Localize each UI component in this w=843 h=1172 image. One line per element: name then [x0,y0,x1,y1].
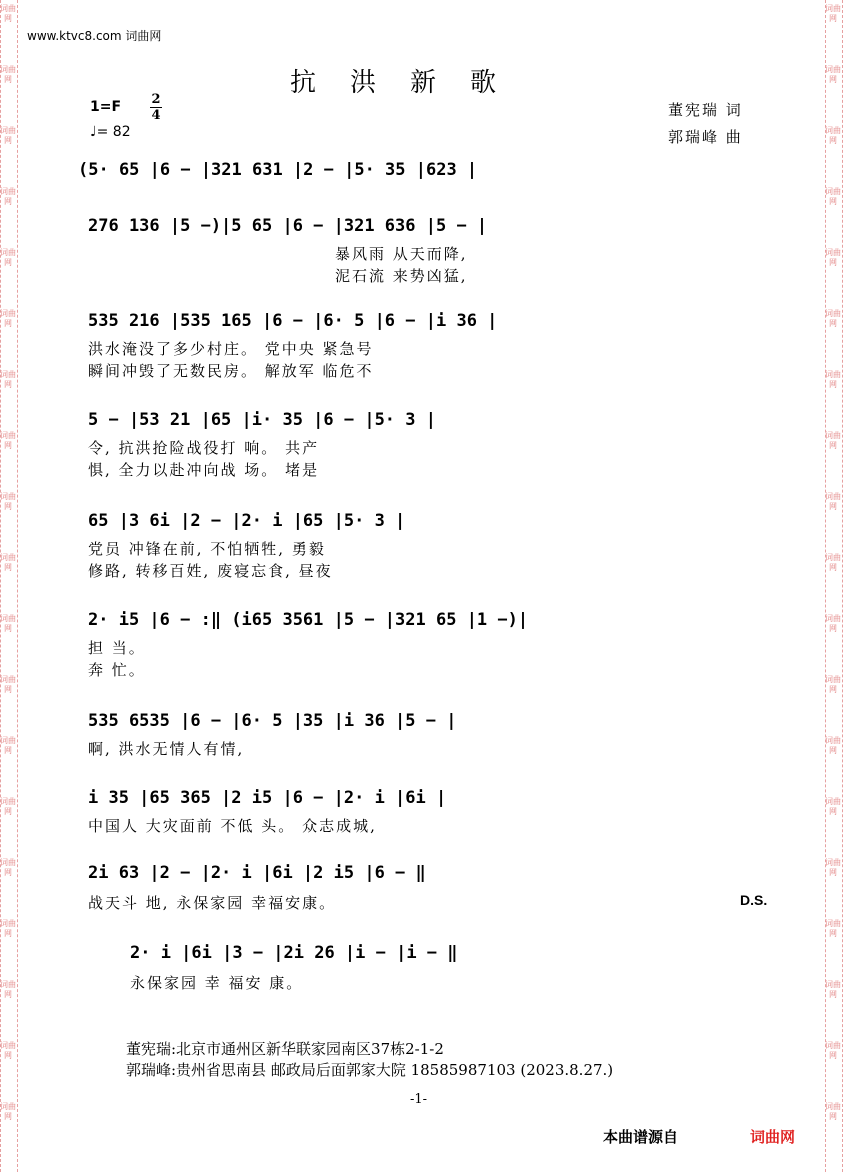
lyric-verse-2: 泥石流 来势凶猛, [335,267,468,285]
watermark-text: 词曲网 [0,309,16,328]
lyric-verse-1: 暴风雨 从天而降, [335,245,468,263]
lyric-verse-1: 啊, 洪水无情人有情, [88,740,245,758]
lyric-verse-1: 党员 冲锋在前, 不怕牺牲, 勇毅 [88,540,326,558]
watermark-text: 词曲网 [825,858,841,877]
source-brand-link[interactable]: 词曲网 [750,1128,796,1146]
lyric-verse-2: 瞬间冲毁了无数民房。 解放军 临危不 [88,362,374,380]
notation-text: 535 216 |535 165 |6 − |6· 5 |6 − |i 36 | [88,311,498,331]
watermark-text: 词曲网 [825,553,841,572]
watermark-text: 词曲网 [0,614,16,633]
tempo-marking: ♩= 82 [90,124,131,140]
watermark-text: 词曲网 [0,187,16,206]
lyric-verse-1: 担 当。 [88,639,146,657]
watermark-text: 词曲网 [0,858,16,877]
watermark-text: 词曲网 [0,248,16,267]
lyric-verse-2: 修路, 转移百姓, 废寝忘食, 昼夜 [88,562,333,580]
source-label: 本曲谱源自 [603,1128,679,1146]
meter-top: 2 [151,92,161,107]
notation-text: 276 136 |5 −)|5 65 |6 − |321 636 |5 − | [88,216,488,236]
lyric-verse-1: 战天斗 地, 永保家园 幸福安康。 [88,894,337,912]
watermark-text: 词曲网 [0,431,16,450]
watermark-text: 词曲网 [0,797,16,816]
watermark-text: 词曲网 [0,370,16,389]
watermark-text: 词曲网 [825,797,841,816]
watermark-text: 词曲网 [825,736,841,755]
key-signature: 1=F [90,99,122,115]
composer-credit: 郭瑞峰 曲 [668,128,743,146]
notation-text: 5 − |53 21 |65 |i· 35 |6 − |5· 3 | [88,410,436,430]
staff-row [0,405,843,479]
watermark-text: 词曲网 [825,65,841,84]
watermark-text: 词曲网 [825,614,841,633]
notation-text: 2i 63 |2 − |2· i |6i |2 i5 |6 − ‖ [88,863,426,883]
watermark-text: 词曲网 [825,309,841,328]
watermark-text: 词曲网 [825,919,841,938]
footer-address-lyricist: 董宪瑞:北京市通州区新华联家园南区37栋2-1-2 [126,1040,444,1058]
notation-text: 2· i5 |6 − :‖ (i65 3561 |5 − |321 65 |1 −)| [88,610,529,630]
watermark-text: 词曲网 [0,736,16,755]
notation-text: (5· 65 |6 − |321 631 |2 − |5· 35 |623 | [78,160,478,180]
footer-address-composer: 郭瑞峰:贵州省思南县 邮政局后面郭家大院 18585987103 (2023.8.27.) [126,1061,614,1079]
lyric-verse-1: 令, 抗洪抢险战役打 响。 共产 [88,439,320,457]
lyric-verse-2: 惧, 全力以赴冲向战 场。 堵是 [88,461,320,479]
meter-bottom: 4 [151,108,161,123]
watermark-text: 词曲网 [0,4,16,23]
watermark-text: 词曲网 [825,126,841,145]
watermark-text: 词曲网 [825,492,841,511]
dal-segno-mark: D.S. [740,892,768,908]
site-url[interactable]: www.ktvc8.com 词曲网 [27,29,162,43]
notation-text: 65 |3 6i |2 − |2· i |65 |5· 3 | [88,511,406,531]
lyric-verse-1: 永保家园 幸 福安 康。 [130,974,304,992]
page-number: -1- [410,1092,428,1107]
watermark-text: 词曲网 [825,4,841,23]
watermark-text: 词曲网 [825,675,841,694]
watermark-text: 词曲网 [0,126,16,145]
staff-row [0,858,843,912]
watermark-text: 词曲网 [0,1102,16,1121]
watermark-text: 词曲网 [0,553,16,572]
watermark-text: 词曲网 [825,1102,841,1121]
notation-text: 2· i |6i |3 − |2i 26 |i − |i − ‖ [130,943,458,963]
watermark-text: 词曲网 [0,675,16,694]
song-title: 抗洪新歌 [290,68,531,98]
watermark-text: 词曲网 [825,1041,841,1060]
watermark-text: 词曲网 [825,431,841,450]
staff-row [0,605,843,679]
watermark-text: 词曲网 [0,1041,16,1060]
staff-row [0,706,843,758]
watermark-text: 词曲网 [825,248,841,267]
watermark-text: 词曲网 [825,980,841,999]
notation-text: 535 6535 |6 − |6· 5 |35 |i 36 |5 − | [88,711,457,731]
watermark-text: 词曲网 [825,187,841,206]
lyric-verse-1: 洪水淹没了多少村庄。 党中央 紧急号 [88,340,374,358]
staff-row [0,783,843,835]
time-signature [150,92,162,123]
lyric-verse-1: 中国人 大灾面前 不低 头。 众志成城, [88,817,377,835]
watermark-text: 词曲网 [0,492,16,511]
notation-text: i 35 |65 365 |2 i5 |6 − |2· i |6i | [88,788,447,808]
watermark-text: 词曲网 [0,919,16,938]
watermark-text: 词曲网 [0,65,16,84]
staff-row [0,155,843,195]
watermark-text: 词曲网 [0,980,16,999]
watermark-text: 词曲网 [825,370,841,389]
lyricist-credit: 董宪瑞 词 [668,101,743,119]
lyric-verse-2: 奔 忙。 [88,661,146,679]
